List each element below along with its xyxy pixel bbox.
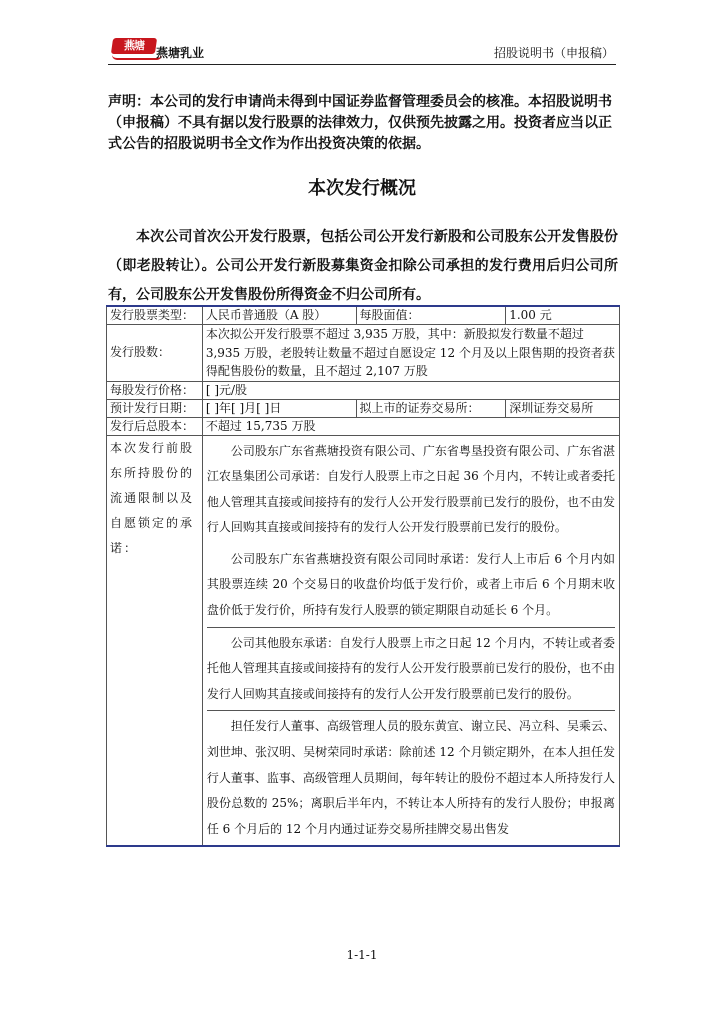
- stock-type-label: 发行股票类型：: [107, 306, 203, 325]
- par-value: 1.00 元: [506, 306, 620, 325]
- shares-value: 本次拟公开发行股票不超过 3,935 万股，其中：新股拟发行数量不超过3,935 万股，老股转让数量不超过自愿设定 12 个月及以上限售期的投资者获得配售股份的数量，且不超过 2,107 万股: [202, 325, 619, 382]
- table-row: [107, 306, 620, 325]
- intro-paragraph: 本次公司首次公开发行股票，包括公司公开发行新股和公司股东公开发售股份（即老股转让）。公司公开发行新股募集资金扣除公司承担的发行费用后归公司所有，公司股东公开发售股份所得资金不归公司所有。: [108, 229, 618, 303]
- exchange-label: 拟上市的证券交易所：: [356, 399, 506, 417]
- lockup-block: [207, 436, 615, 627]
- lockup-block: [207, 627, 615, 711]
- table-row: [107, 325, 620, 382]
- table-row: [107, 399, 620, 417]
- document-title: 招股说明书（申报稿）: [493, 46, 614, 60]
- shares-label: 发行股数：: [107, 325, 203, 382]
- exchange-value: 深圳证券交易所: [506, 399, 620, 417]
- page-header: [108, 38, 616, 65]
- price-value: [ ]元/股: [202, 381, 619, 399]
- lockup-label: 本次发行前股东所持股份的流通限制以及自愿锁定的承诺：: [107, 435, 203, 846]
- logo-text: 燕塘: [124, 39, 144, 52]
- lockup-block: [207, 710, 615, 845]
- table-row: [107, 381, 620, 399]
- page-title: 本次发行概况: [308, 178, 416, 199]
- stock-type-value: 人民币普通股（A 股）: [202, 306, 356, 325]
- lockup-paragraph: 公司其他股东承诺：自发行人股票上市之日起 12 个月内，不转让或者委托他人管理其直接或间接持有的发行人公开发行股票前已发行的股份，也不由发行人回购其直接或间接持有的发行人公开发行股票前已发行的股份。: [206, 635, 615, 701]
- par-value-label: 每股面值：: [356, 306, 506, 325]
- lockup-paragraph: 公司股东广东省燕塘投资有限公司同时承诺：发行人上市后 6 个月内如其股票连续 20 个交易日的收盘价均低于发行价，或者上市后 6 个月期末收盘价低于发行价，所持有发行人股票的锁定期限自动延长 6 个月。: [206, 551, 615, 618]
- disclaimer-statement: 声明：本公司的发行申请尚未得到中国证券监督管理委员会的核准。本招股说明书（申报稿）不具有据以发行股票的法律效力，仅供预先披露之用。投资者应当以正式公告的招股说明书全文作为作出投资决策的依据。: [108, 94, 612, 152]
- offering-summary-table: [106, 305, 620, 847]
- issue-date-value: [ ]年[ ]月[ ]日: [202, 399, 356, 417]
- total-shares-label: 发行后总股本：: [107, 417, 203, 435]
- price-label: 每股发行价格：: [107, 381, 203, 399]
- table-row: [107, 435, 620, 846]
- issue-date-label: 预计发行日期：: [107, 399, 203, 417]
- table-row: [107, 417, 620, 435]
- logo-swoosh: [112, 55, 162, 60]
- page-number: 1-1-1: [346, 948, 378, 962]
- total-shares-value: 不超过 15,735 万股: [202, 417, 619, 435]
- lockup-paragraph: 担任发行人董事、高级管理人员的股东黄宣、谢立民、冯立科、吴乘云、刘世坤、张汉明、吴树荣同时承诺：除前述 12 个月锁定期外，在本人担任发行人董事、监事、高级管理人员期间，每年转让的股份不超过本人所持发行人股份总数的 25%；离职后半年内，不转让本人所持有的发行人股份；申报离任 6 个月后的 12 个月内通过证券交易所挂牌交易出售发: [206, 719, 615, 836]
- lockup-paragraph: 公司股东广东省燕塘投资有限公司、广东省粤垦投资有限公司、广东省湛江农垦集团公司承诺：自发行人股票上市之日起 36 个月内，不转让或者委托他人管理其直接或间接持有的发行人公开发行股票前已发行的股份，也不由发行人回购其直接或间接持有的发行人公开发行股票前已发行的股份。: [206, 443, 615, 535]
- company-name: 燕塘乳业: [156, 46, 205, 60]
